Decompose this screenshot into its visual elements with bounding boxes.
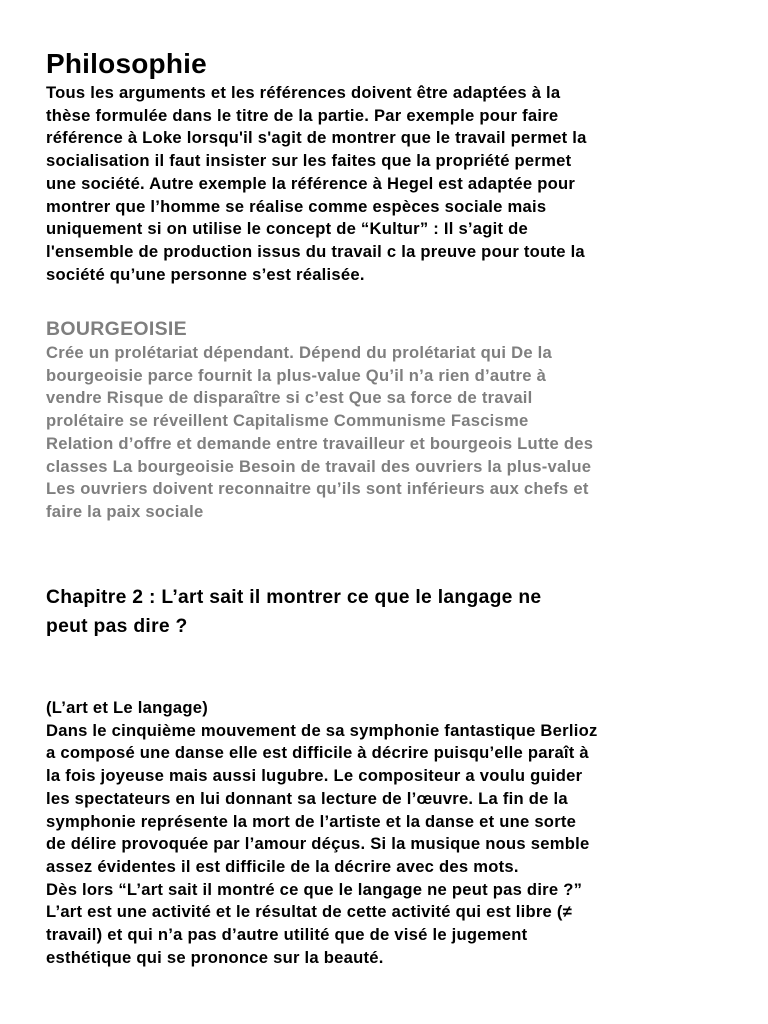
intro-paragraph: Tous les arguments et les références doivent être adaptées à la thèse formulée dans le titre de la partie. Par exemple pour faire référence à Loke lorsqu'il s'agit de montrer que le travail permet la socialisation il faut insister sur les faites que la propriété permet une société. Autre exemple la référence à Hegel est adaptée pour montrer que l’homme se réalise comme espèces sociale mais uniquement si on utilise le concept de “Kultur” : Il s’agit de l'ensemble de production issus du travail c la preuve pour toute la société qu’une personne s’est réalisée. bbox=[46, 83, 587, 284]
chapter-heading: Chapitre 2 : L’art sait il montrer ce que le langage ne peut pas dire ? bbox=[46, 587, 542, 637]
bourgeoisie-paragraph: Crée un prolétariat dépendant. Dépend du prolétariat qui De la bourgeoisie parce fournit la plus-value Qu’il n’a rien d’autre à vendre Risque de disparaître si c’est Que sa force de travail prolétaire se réveillent Capitalisme Communisme Fascisme Relation d’offre et demande entre travailleur et bourgeois Lutte des classes La bourgeoisie Besoin de travail des ouvriers la plus-value Les ouvriers doivent reconnaitre qu’ils sont inférieurs aux chefs et faire la paix sociale bbox=[46, 343, 594, 521]
bourgeoisie-heading: BOURGEOISIE bbox=[46, 318, 187, 340]
document-title: Philosophie bbox=[46, 48, 207, 79]
chapter-paragraph: (L’art et Le langage) Dans le cinquième mouvement de sa symphonie fantastique Berlioz a composé une danse elle est difficile à décrire puisqu’elle paraît à la fois joyeuse mais aussi lugubre. Le compositeur a voulu guider les spectateurs en lui donnant sa lecture de l’œuvre. La fin de la symphonie représente la mort de l’artiste et la danse et une sorte de délire provoquée par l’amour déçus. Si la musique nous semble assez évidentes il est difficile de la décrire avec des mots. Dès lors “L’art sait il montré ce que le langage ne peut pas dire ?” L’art est une activité et le résultat de cette activité qui est libre (≠ travail) et qui n’a pas d’autre utilité que de visé le jugement esthétique qui se prononce sur la beauté. bbox=[46, 698, 598, 967]
